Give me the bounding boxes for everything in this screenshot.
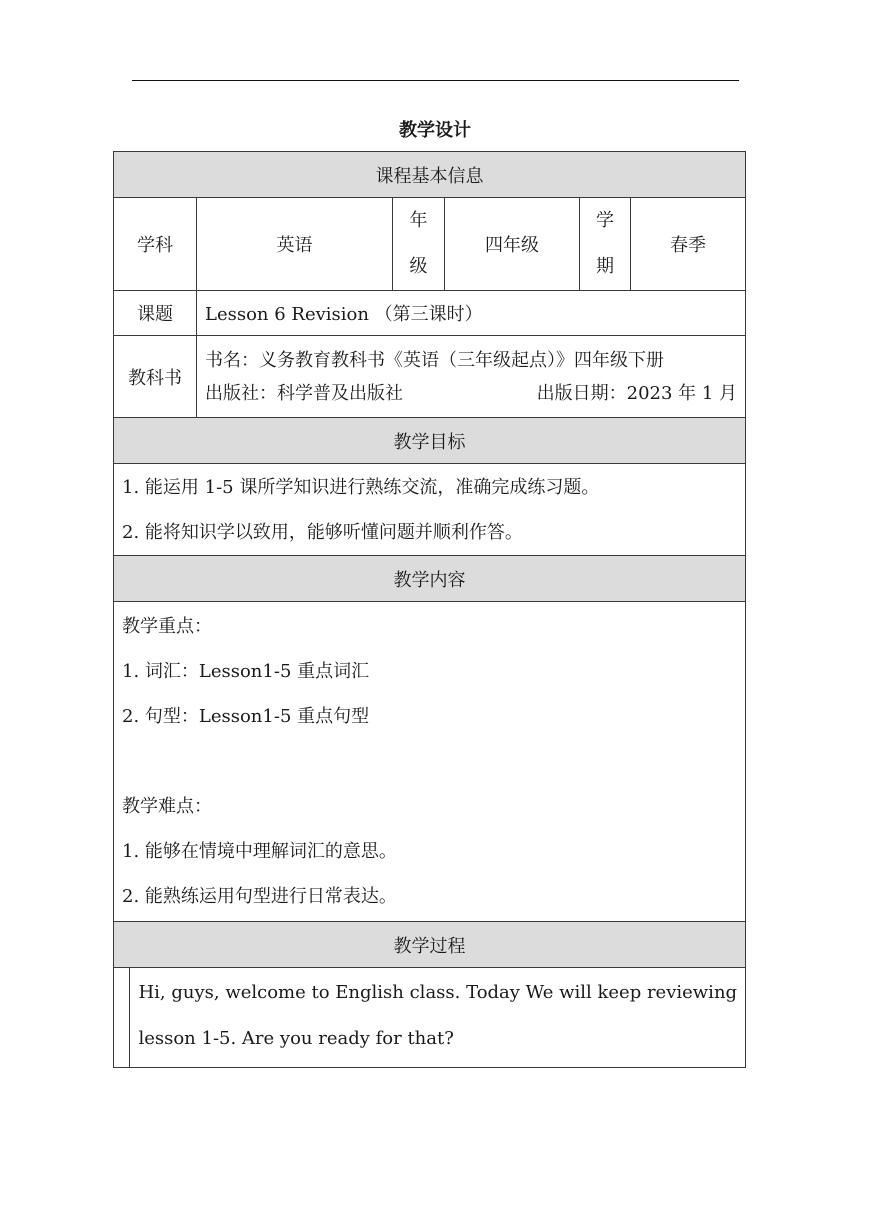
topic-row	[114, 291, 746, 336]
header-rule	[132, 80, 739, 81]
key-point-item: 1. 词汇：Lesson1-5 重点词汇	[122, 661, 370, 682]
grade-value: 四年级	[445, 198, 580, 291]
publisher: 出版社：科学普及出版社	[205, 382, 403, 404]
subject-label: 学科	[114, 198, 197, 291]
process-layout	[114, 968, 745, 1067]
blank-line	[122, 739, 737, 784]
term-label-char-2: 期	[596, 256, 614, 277]
process-line: Hi, guys, welcome to English class. Today We will keep reviewing	[138, 982, 738, 1003]
content-body	[114, 602, 745, 919]
publish-date: 出版日期：2023 年 1 月	[536, 382, 738, 404]
difficulty-item: 1. 能够在情境中理解词汇的意思。	[122, 841, 397, 862]
info-row	[114, 198, 746, 291]
key-point-item: 2. 句型：Lesson1-5 重点句型	[122, 706, 370, 727]
process-row	[114, 968, 746, 1068]
objectives-cell	[114, 464, 746, 556]
grade-label	[393, 198, 445, 291]
content-row	[114, 602, 746, 922]
publisher-line	[197, 377, 745, 410]
subject-value: 英语	[197, 198, 393, 291]
textbook-info	[197, 336, 746, 418]
process-cell	[114, 968, 746, 1068]
process-line: lesson 1-5. Are you ready for that?	[138, 1028, 454, 1049]
key-points-title: 教学重点：	[122, 616, 212, 637]
objective-item: 2. 能将知识学以致用，能够听懂问题并顺利作答。	[122, 521, 523, 543]
textbook-row	[114, 336, 746, 418]
lesson-plan-table-wrapper	[113, 151, 745, 1068]
process-margin-column	[114, 968, 130, 1067]
section-header-content: 教学内容	[114, 556, 746, 602]
document-title: 教学设计	[399, 120, 471, 141]
section-header-objectives: 教学目标	[114, 418, 746, 464]
objectives-list	[114, 465, 745, 555]
term-value: 春季	[631, 198, 746, 291]
grade-label-char-1: 年	[409, 210, 428, 231]
difficulty-item: 2. 能熟练运用句型进行日常表达。	[122, 886, 397, 907]
topic-label: 课题	[114, 291, 197, 336]
topic-value: Lesson 6 Revision （第三课时）	[197, 291, 746, 336]
objective-item: 1. 能运用 1-5 课所学知识进行熟练交流，准确完成练习题。	[122, 476, 600, 498]
term-label	[580, 198, 631, 291]
section-header-process: 教学过程	[114, 922, 746, 968]
section-header-basic-info: 课程基本信息	[114, 152, 746, 198]
objectives-row	[114, 464, 746, 556]
difficulties-title: 教学难点：	[122, 796, 212, 817]
term-label-char-1: 学	[596, 210, 614, 231]
content-cell	[114, 602, 746, 922]
grade-label-char-2: 级	[409, 256, 428, 277]
book-name-line	[197, 344, 745, 377]
process-text	[130, 968, 745, 1067]
book-name: 书名：义务教育教科书《英语（三年级起点）》四年级下册	[205, 349, 664, 371]
lesson-plan-table	[113, 151, 746, 1068]
textbook-label: 教科书	[114, 336, 197, 418]
